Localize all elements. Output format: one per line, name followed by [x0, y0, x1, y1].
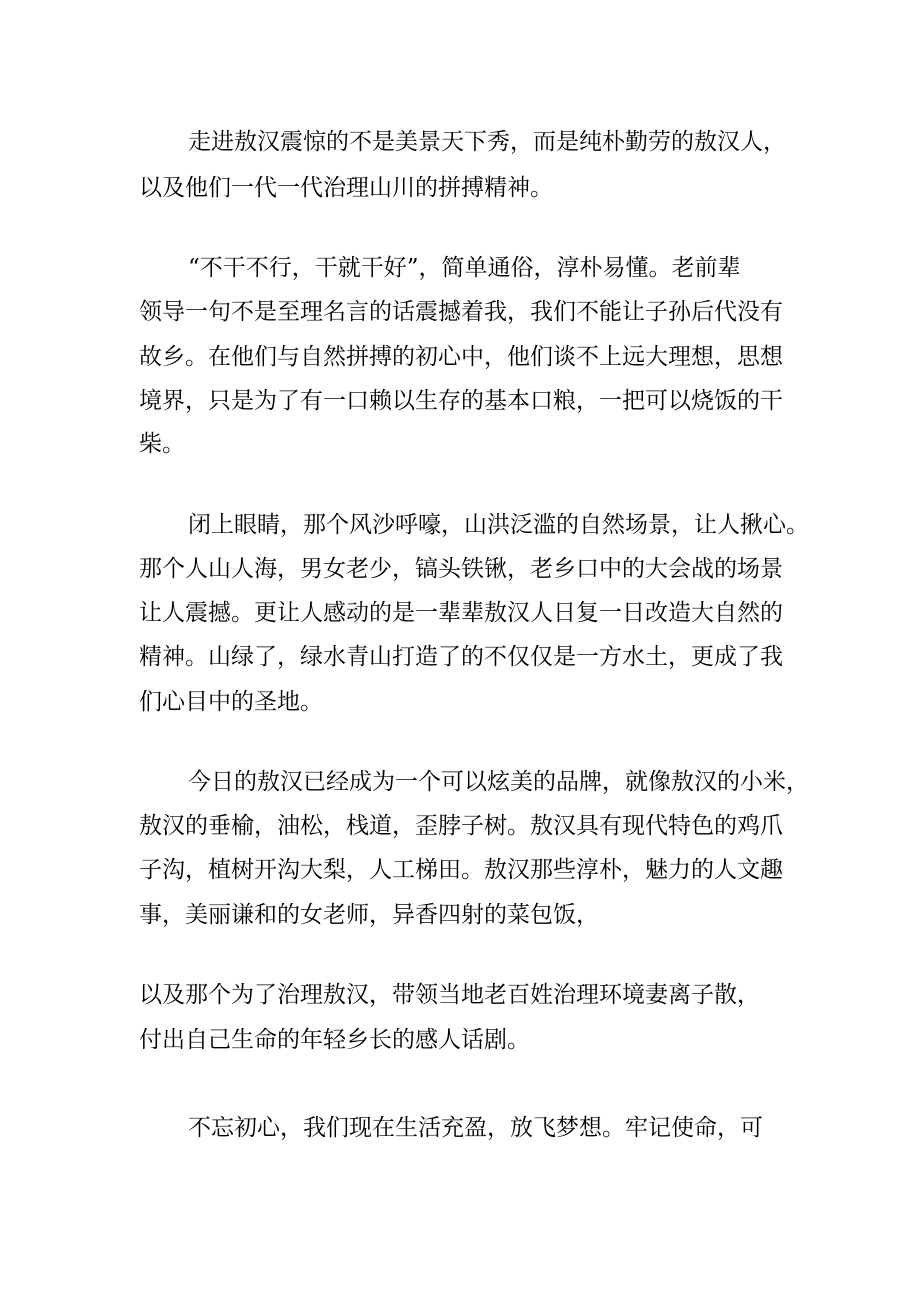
text-line: 让人震撼。更让人感动的是一辈辈敖汉人日复一日改造大自然的 [139, 600, 783, 626]
text-line: 走进敖汉震惊的不是美景天下秀，而是纯朴勤劳的敖汉人， [188, 129, 786, 155]
text-line: 柴。 [139, 431, 185, 457]
text-line: 付出自己生命的年轻乡长的感人话剧。 [139, 1027, 530, 1053]
text-line: 境界，只是为了有一口赖以生存的基本口粮，一把可以烧饭的干 [139, 388, 783, 414]
text-line: 精神。山绿了，绿水青山打造了的不仅仅是一方水土，更成了我 [139, 644, 783, 670]
text-line: 闭上眼睛，那个风沙呼嚎，山洪泛滥的自然场景，让人揪心。 [188, 512, 809, 538]
text-line: 那个人山人海，男女老少，镐头铁锹，老乡口中的大会战的场景 [139, 556, 783, 582]
text-line: 领导一句不是至理名言的话震撼着我，我们不能让子孙后代没有 [139, 299, 783, 325]
text-line: 不忘初心，我们现在生活充盈，放飞梦想。牢记使命，可 [188, 1115, 763, 1141]
text-line: 事，美丽谦和的女老师，异香四射的菜包饭， [139, 902, 599, 928]
text-line: 敖汉的垂榆，油松，栈道，歪脖子树。敖汉具有现代特色的鸡爪 [139, 813, 783, 839]
text-line: 以及他们一代一代治理山川的拼搏精神。 [139, 175, 553, 201]
text-line: 以及那个为了治理敖汉，带领当地老百姓治理环境妻离子散， [139, 982, 760, 1008]
text-line: 今日的敖汉已经成为一个可以炫美的品牌，就像敖汉的小米， [188, 769, 809, 795]
text-line: 故乡。在他们与自然拼搏的初心中，他们谈不上远大理想，思想 [139, 344, 783, 370]
text-line: 们心目中的圣地。 [139, 689, 323, 715]
text-line: 子沟，植树开沟大梨，人工梯田。敖汉那些淳朴，魅力的人文趣 [139, 857, 783, 883]
text-line: “不干不行，干就干好”，简单通俗，淳朴易懂。老前辈 [188, 255, 741, 281]
